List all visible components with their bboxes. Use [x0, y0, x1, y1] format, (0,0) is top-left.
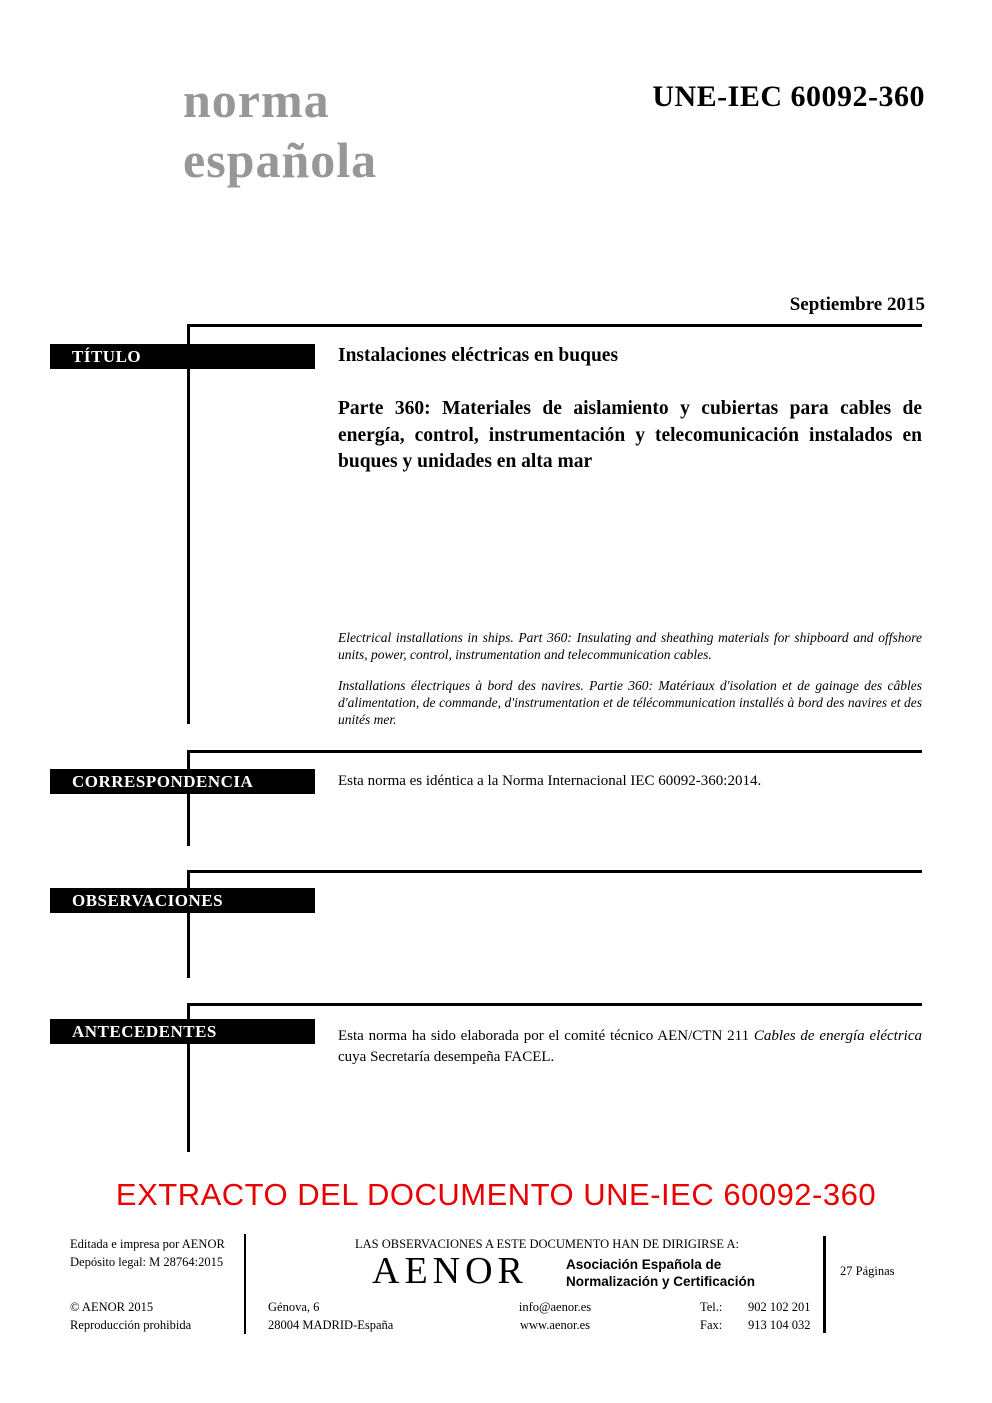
footer-address-street: Génova, 6: [268, 1300, 320, 1314]
title-french: Installations électriques à bord des navires. Partie 360: Matériaux d'isolation et de gainage des câbles d'alimentation, de commande, d'instrumentation et de télécommunication installés à bord des navires et des unités mer.: [338, 678, 922, 727]
observaciones-label: OBSERVACIONES: [72, 890, 224, 910]
antecedentes-top-rule: [188, 1003, 922, 1006]
footer-copyright-block: [70, 1299, 191, 1334]
titulo-label: TÍTULO: [72, 346, 142, 366]
aenor-tagline: [566, 1257, 755, 1290]
footer-email[interactable]: info@aenor.es: [518, 1300, 592, 1314]
footer-page-count: 27 Páginas: [840, 1264, 895, 1278]
footer-website[interactable]: www.aenor.es: [519, 1317, 590, 1332]
footer-fax-value: 913 104 032: [748, 1317, 811, 1332]
extract-banner: EXTRACTO DEL DOCUMENTO UNE-IEC 60092-360: [115, 1177, 877, 1212]
footer-reproduction-notice: Reproducción prohibida: [70, 1317, 192, 1332]
correspondencia-body: Esta norma es idéntica a la Norma Internacional IEC 60092-360:2014.: [338, 773, 762, 789]
observaciones-top-rule: [188, 870, 922, 873]
footer-address-city: 28004 MADRID-España: [268, 1317, 394, 1332]
aenor-tagline-line2: Normalización y Certificación: [566, 1273, 756, 1289]
footer-tel-value: 902 102 201: [748, 1300, 811, 1314]
observaciones-left-rule: [187, 870, 190, 978]
titulo-left-rule: [187, 324, 190, 724]
footer-observations-note: LAS OBSERVACIONES A ESTE DOCUMENTO HAN DE DIRIGIRSE A:: [355, 1237, 739, 1251]
titulo-top-rule: [188, 324, 922, 327]
title-part-spanish: Parte 360: Materiales de aislamiento y cubiertas para cables de energía, control, instrumentación y telecomunicación instalados en buques y unidades en alta mar: [338, 398, 922, 472]
observaciones-label-bar: [50, 888, 315, 913]
footer-deposit-legal: Depósito legal: M 28764:2015: [70, 1254, 224, 1269]
title-english: Electrical installations in ships. Part 360: Insulating and sheathing materials for shipboard and offshore units, power, control, instrumentation and telecommunication cables.: [338, 630, 922, 662]
footer-fax-label: Fax:: [700, 1317, 723, 1332]
document-code: UNE-IEC 60092-360: [652, 80, 925, 113]
footer-edited-line1: Editada e impresa por AENOR: [70, 1237, 225, 1251]
correspondencia-left-rule: [187, 750, 190, 846]
footer-edited-block: [70, 1236, 225, 1271]
antecedentes-body: [338, 1026, 922, 1068]
correspondencia-top-rule: [188, 750, 922, 753]
correspondencia-label-bar: [50, 769, 315, 794]
logo-line-1: norma: [183, 72, 330, 128]
antecedentes-body-suffix: cuya Secretaría desempeña FACEL.: [338, 1049, 555, 1065]
titulo-label-bar: [50, 344, 315, 369]
footer-copyright: © AENOR 2015: [70, 1300, 154, 1314]
footer-divider-right: [823, 1236, 826, 1333]
title-spanish: Instalaciones eléctricas en buques: [338, 345, 619, 366]
antecedentes-committee-name: Cables de energía eléctrica: [753, 1028, 922, 1044]
logo-line-2: española: [183, 132, 378, 188]
antecedentes-label-bar: [50, 1019, 315, 1044]
norma-espanola-logo: [183, 70, 377, 190]
footer-tel-label: Tel.:: [700, 1300, 723, 1314]
footer-web-block: [480, 1299, 630, 1334]
aenor-tagline-line1: Asociación Española de: [566, 1257, 722, 1272]
footer-address-block: [268, 1299, 393, 1334]
antecedentes-body-prefix: Esta norma ha sido elaborada por el comité técnico AEN/CTN 211: [338, 1028, 754, 1044]
aenor-logo: AENOR: [372, 1250, 528, 1292]
correspondencia-label: CORRESPONDENCIA: [72, 771, 254, 791]
antecedentes-label: ANTECEDENTES: [72, 1021, 217, 1041]
publication-date: Septiembre 2015: [789, 294, 925, 315]
footer-divider-left: [244, 1234, 246, 1334]
footer-telfax-block: [700, 1299, 811, 1334]
